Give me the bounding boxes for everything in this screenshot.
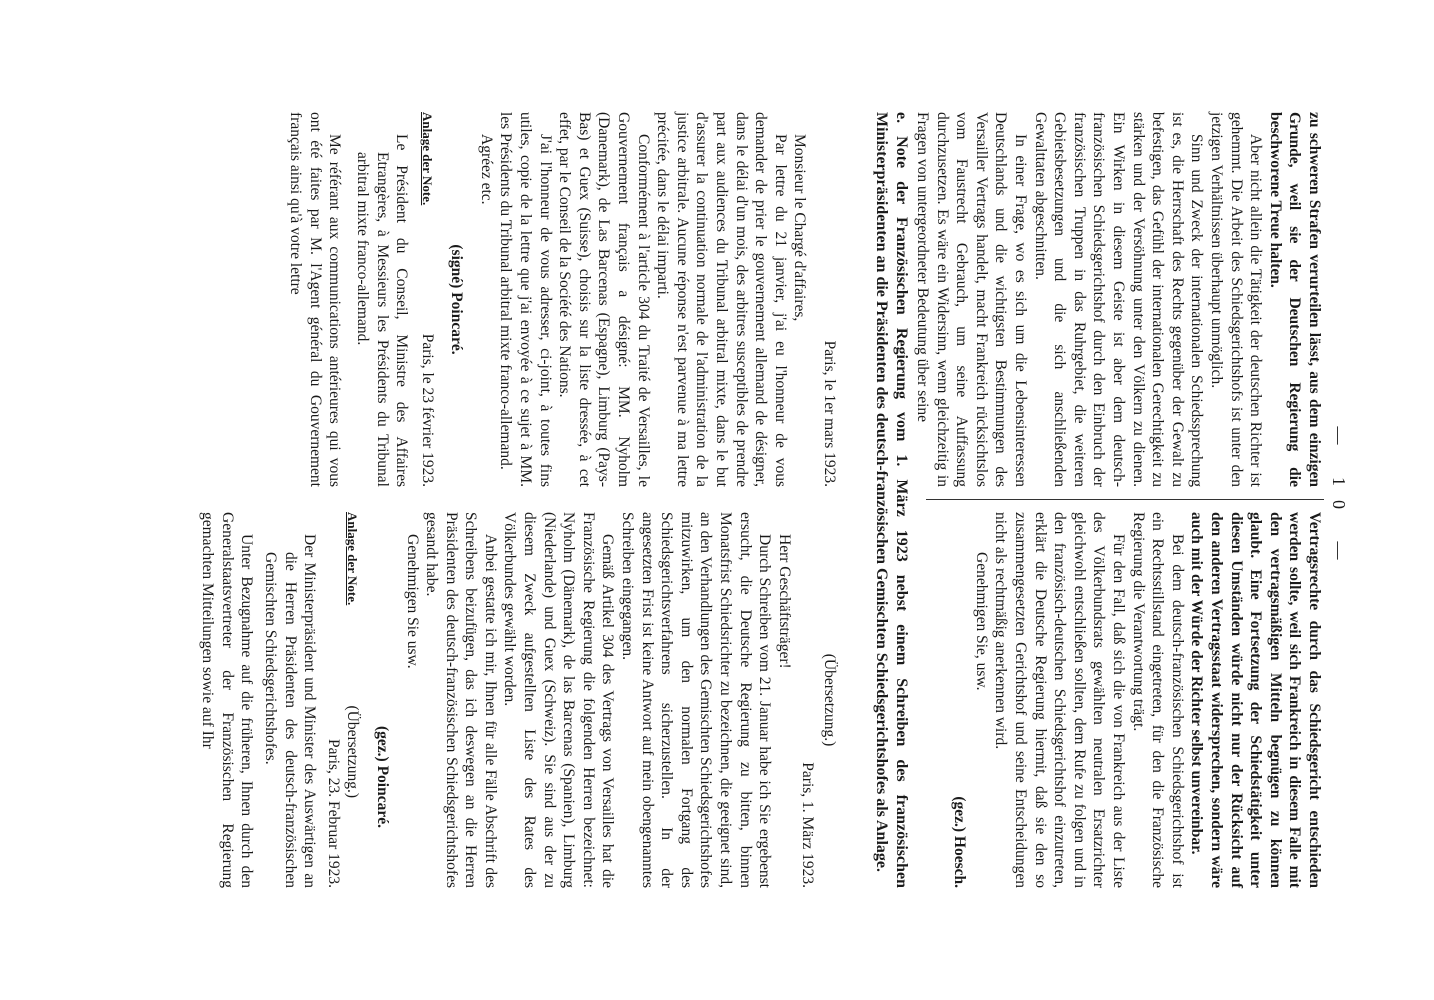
paragraph: zu schweren Strafen verurteilen lässt, aus dem einzigen Grunde, weil sie der Deutschen Regierung die beschworene Treue halten. [1266, 112, 1323, 487]
letter-date: Paris, le 1er mars 1923. [821, 340, 838, 487]
annex-header: Der Ministerpräsident und Minister des Auswärtigen an die Herren Präsidenten des deutsch-französischen Gemischten Schiedsgerichtshofes. [261, 534, 319, 888]
annex-row [343, 512, 363, 888]
digitization-credit [0, 296, 18, 996]
annex-text: Me référant aux communications antérieures qui vous ont été faites par M. l'Agent général du Gouvernement français ainsi qu'à votre lettre [287, 112, 344, 487]
paragraph: In einer Frage, wo es sich um die Lebensinteressen Deutschlands und die wichtigsten Bestimmungen des Versailler Vertrags handelt, macht Frankreich rücksichtslos vom Faustrecht Gebrauch, um seine Auffassung durchzusetzen. Es wäre ein Widersinn, wenn gleichzeitig in Fragen von untergeordneter Bedeutung über seine [914, 112, 1030, 487]
paragraph: Par lettre du 21 janvier, j'ai eu l'honneur de vous demander de prier le gouvernement allemand de désigner, dans le délai d'un mois, des arbitres susceptibles de prendre part aux audiences du Tribunal arbitral mixte, dans le but d'assurer la continuation normale de l'administration de la justice arbitrale. Aucune réponse n'est parvenue à ma lettre précitée, dans le délai imparti. [654, 112, 789, 487]
top-right-column [950, 512, 1324, 888]
column-divider [926, 499, 1324, 500]
signature: (gez.) Poincaré. [373, 726, 391, 828]
paragraph: J'ai l'honneur de vous adresser, ci-joint, à toutes fins utiles, copie de la lettre que j'ai envoyée à ce sujet à MM. les Présidents du Tribunal arbitral mixte franco-allemand. [497, 112, 554, 487]
paragraph: Aber nicht allein die Tätigkeit der deutschen Richter ist gehemmt. Die Arbeit des Schiedsgerichtshofs ist unter den jetzigen Verhältnissen überhaupt unmöglich. [1208, 112, 1265, 487]
paragraph: Vertragsrechte durch das Schiedsgericht entschieden werden sollte, weil sich Frankreich in diesem Falle mit den vertragsmäßigen Mitteln begnügen zu können glaubt. Eine Fortsetzung der Schiedstätigkeit unter diesen Umständen würde nicht nur der Rücksicht auf den anderen Vertragsstaat widersprechen, sondern wäre auch mit der Würde der Richter selbst unvereinbar. [1188, 512, 1323, 888]
annex-label: Anlage der Note. [419, 112, 435, 206]
salutation: Monsieur le Chargé d'affaires, [791, 134, 809, 322]
annex-date: Paris, le 23 février 1923. [418, 333, 436, 487]
salutation: Herr Geschäftsträger! [775, 534, 793, 669]
annex-header: Le Président du Conseil, Ministre des Affaires Etrangères, à Messieurs les Présidents du Tribunal arbitral mixte franco-allemand. [353, 134, 411, 487]
paragraph: Für den Fall, daß sich die von Frankreich aus der Liste des Völkerbundsrats gewählten neutralen Ersatzrichter gleichwohl entschließen sollten, dem Rufe zu folgen und in den französisch-deutschen Schiedsgerichtshof einzutreten, erklärt die Deutsche Regierung hiermit, daß sie den so zusammengesetzten Gerichtshof und seine Entscheidungen nicht als rechtmäßig anerkennen wird. [992, 512, 1128, 888]
paragraph: Anbei gestatte ich mir, Ihnen für alle Fälle Abschrift des Schreibens beizufügen, das ich deswegen an die Herren Präsidenten des deutsch-französischen Schiedsgerichtshofes gesandt habe. [423, 512, 499, 888]
closing: Genehmigen Sie, usw. [972, 552, 990, 691]
top-left-column [913, 112, 1324, 487]
paragraph: Durch Schreiben vom 21. Januar habe ich Sie ergebenst ersucht, die Deutsche Regierung zu bitten, binnen Monatsfrist Schiedsrichter zu bezeichnen, die geeignet sind, an den Verhandlungen des Gemischten Schiedsgerichtshofes mitzuwirken, um den normalen Fortgang des Schiedsgerichtsverfahrens sicherzustellen. In der angesetzten Frist ist keine Antwort auf mein obengenanntes Schreiben eingegangen. [619, 512, 774, 888]
closing: Agréez etc. [477, 134, 495, 205]
annex-translation-note: (Übersetzung.) [344, 705, 362, 798]
annex-label: Anlage der Note. [345, 512, 361, 606]
lower-left-column [286, 112, 839, 487]
signature: (signé) Poincaré. [448, 244, 466, 355]
section-heading: e. Note der Französischen Regierung vom 1. März 1923 nebst einem Schreiben des französischen Ministerpräsidenten an die Präsidenten des deutsch-französischen Gemischten Schiedsgerichtshofes als Anlage. [873, 112, 910, 888]
annex-text: Unter Bezugnahme auf die früheren, Ihnen durch den Generalstaatsvertreter der Französischen Regierung gemachten Mitteilungen sowie auf Ihr [199, 512, 256, 888]
page-number: — 10 — [1329, 426, 1349, 574]
paragraph: Gemäß Artikel 304 des Vertrags von Versailles hat die Französische Regierung die folgenden Herren bezeichnet: Nyholm (Dänemark), de las Barcenas (Spanien), Limburg (Niederlande) und Guex (Schweiz). Sie sind aus der zu diesem Zweck aufgestellten Liste des Rates des Völkerbundes gewählt worden. [501, 512, 617, 888]
closing: Genehmigen Sie usw. [403, 534, 421, 669]
annex-date: Paris, 23. Februar 1923. [324, 739, 342, 888]
lower-right-column [198, 512, 839, 888]
letter-date: Paris, 1. März 1923. [799, 762, 817, 888]
paragraph: Sinn und Zweck der internationalen Schiedssprechung ist es, die Herrschaft des Rechts gegenüber der Gewalt zu befestigen, das Gefühl der internationalen Gerechtigkeit zu stärken und der Versöhnung unter den Völkern zu dienen. Ein Wirken in diesem Geiste ist aber dem deutsch-französischen Schiedsgerichtshof durch den Einbruch der französischen Truppen in das Ruhrgebiet, die weiteren Gebietsbesetzungen und die sich anschließenden Gewalttaten abgeschnitten. [1031, 112, 1206, 487]
paragraph: Bei dem deutsch-französischen Schiedsgerichtshof ist ein Rechtsstillstand eingetreten, für den die Französische Regierung die Verantwortung trägt. [1129, 512, 1186, 888]
paragraph: Conformément à l'article 304 du Traité de Versailles, le Gouvernement français a désigné: MM. Nyholm (Danemark), de Las Barcenas (Espagne), Limburg (Pays-Bas) et Guex (Suisse), choisis sur la liste dressée, à cet effet, par le Conseil de la Société des Nations. [556, 112, 652, 487]
signature: (gez.) Hoesch. [951, 796, 969, 888]
translation-note: (Übersetzung.) [821, 653, 838, 747]
annex-row [417, 112, 437, 487]
